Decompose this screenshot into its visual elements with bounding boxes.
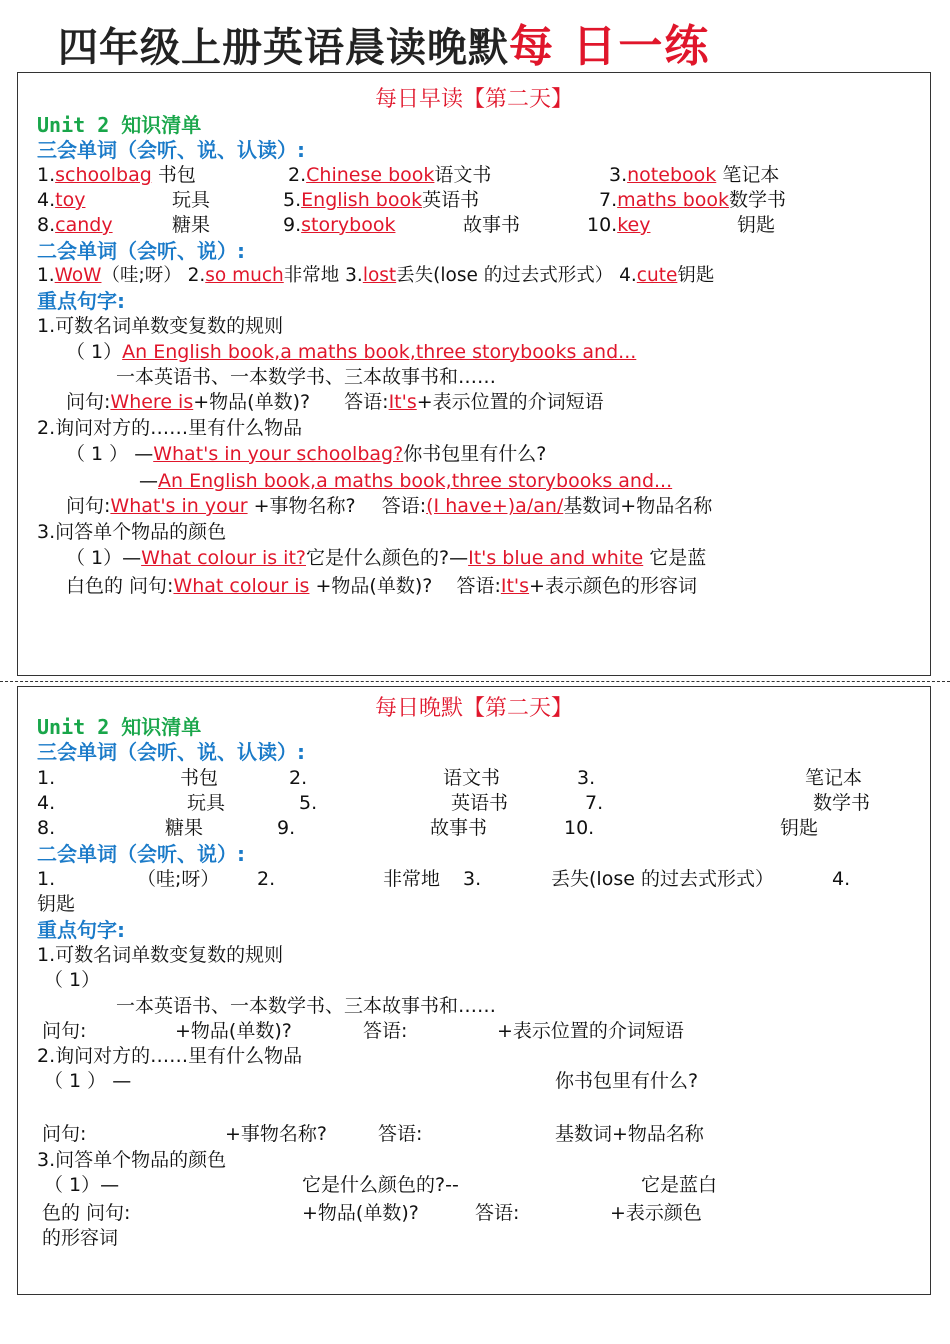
evening-rule1-prefix: （ 1） xyxy=(44,969,101,991)
question-label: 问句: xyxy=(66,391,111,413)
word-chinese: 糖果 xyxy=(172,214,211,236)
answer-chinese: 它是蓝白 xyxy=(641,1174,718,1196)
morning-unit-heading: Unit 2 知识清单 xyxy=(37,113,202,137)
word-number: 3. xyxy=(577,767,596,789)
answer-rest: +表示颜色的形容词 xyxy=(529,575,697,597)
evening-section-title: 每日晚默【第二天】 xyxy=(374,696,573,721)
word-chinese: 书包 xyxy=(157,164,196,186)
word-chinese: 糖果 xyxy=(165,817,204,839)
word-number: 10. xyxy=(587,214,618,236)
word-chinese: （哇;呀） xyxy=(137,868,220,890)
morning-rule2-answer xyxy=(139,469,672,493)
question-chinese: 它是什么颜色的?— xyxy=(306,547,469,569)
word-number: 2. xyxy=(257,868,276,890)
evening-rule3-prefix: （ 1）— xyxy=(44,1174,120,1196)
word-number: 5. xyxy=(299,792,318,814)
word-chinese: 钥匙 xyxy=(677,265,715,286)
word-number: 3. xyxy=(463,868,482,890)
question-english: What colour is xyxy=(173,575,310,597)
word-chinese: 钥匙 xyxy=(737,214,776,236)
word-chinese: 故事书 xyxy=(430,817,488,839)
answer-rest: +表示位置的介词短语 xyxy=(416,391,604,413)
word-number: 4. xyxy=(619,265,637,286)
evening-unit-heading: Unit 2 知识清单 xyxy=(37,715,202,739)
word-chinese: 丢失(lose 的过去式形式） xyxy=(551,868,774,890)
word-chinese: 笔记本 xyxy=(722,164,780,186)
word-chinese: 故事书 xyxy=(463,214,521,236)
answer-rest: 基数词+物品名称 xyxy=(563,495,713,517)
morning-rule1-title: 1.可数名词单数变复数的规则 xyxy=(37,315,284,337)
word-chinese: 英语书 xyxy=(422,189,480,211)
answer-label: 答语: xyxy=(381,495,427,517)
answer-label: 答语: xyxy=(378,1123,423,1145)
word-chinese: 语文书 xyxy=(443,767,501,789)
morning-word-row xyxy=(37,188,85,212)
question-label: 白色的 问句: xyxy=(66,575,174,597)
morning-rule2-example xyxy=(66,442,546,466)
answer-label: 答语: xyxy=(456,575,501,597)
evening-key-sentences-heading: 重点句字: xyxy=(37,918,125,942)
word-chinese: 钥匙 xyxy=(780,817,819,839)
morning-section-title: 每日早读【第二天】 xyxy=(374,87,573,112)
word-number: 4. xyxy=(37,792,56,814)
word-number: 1. xyxy=(37,868,56,890)
word-chinese: （哇;呀） xyxy=(101,265,182,286)
word-number: 8. xyxy=(37,214,56,236)
answer-english: (I have+)a/an/ xyxy=(426,495,564,517)
word-number: 5. xyxy=(283,189,302,211)
cut-divider xyxy=(0,681,950,682)
morning-word-row xyxy=(587,213,650,237)
word-number: 2. xyxy=(288,164,307,186)
question-english: Where is xyxy=(110,391,194,413)
word-chinese: 笔记本 xyxy=(805,767,863,789)
morning-rule1-example xyxy=(66,340,636,364)
answer-rest: +表示颜色 xyxy=(610,1202,702,1224)
example-prefix: （ 1）— xyxy=(66,547,142,569)
question-rest: +物品(单数)? xyxy=(315,575,433,597)
word-number: 10. xyxy=(564,817,595,839)
question-rest: +事物名称? xyxy=(225,1123,328,1145)
word-english: lost xyxy=(362,265,397,286)
answer-label: 答语: xyxy=(363,1020,408,1042)
morning-rule1-qa xyxy=(66,390,604,414)
example-prefix: （ 1） xyxy=(66,341,123,363)
evening-rule2-prefix: （ 1 ） — xyxy=(44,1070,132,1092)
morning-rule1-chinese: 一本英语书、一本数学书、三本故事书和…… xyxy=(116,366,497,388)
morning-word-row xyxy=(37,163,196,187)
question-label: 色的 问句: xyxy=(42,1202,131,1224)
question-rest: +物品(单数)? xyxy=(302,1202,419,1224)
morning-rule3-title: 3.问答单个物品的颜色 xyxy=(37,521,227,543)
word-number: 4. xyxy=(37,189,56,211)
title-accent: 每 日一练 xyxy=(509,21,711,72)
morning-rule3-example xyxy=(66,546,706,570)
word-english: key xyxy=(617,214,651,236)
word-number: 3. xyxy=(345,265,363,286)
example-prefix: （ 1 ） — xyxy=(66,443,154,465)
morning-two-skills-heading: 二会单词（会听、说）: xyxy=(37,239,245,263)
word-english: notebook xyxy=(627,164,717,186)
evening-rule3-title: 3.问答单个物品的颜色 xyxy=(37,1149,227,1171)
answer-rest: +表示位置的介词短语 xyxy=(497,1020,684,1042)
morning-word-row xyxy=(599,188,786,212)
morning-rule2-title: 2.询问对方的……里有什么物品 xyxy=(37,417,303,439)
question-english: What's in your xyxy=(110,495,248,517)
word-chinese: 数学书 xyxy=(813,792,871,814)
word-english: so much xyxy=(205,265,284,286)
question-english: What colour is it? xyxy=(141,547,306,569)
morning-word-row xyxy=(283,188,479,212)
word-english: maths book xyxy=(617,189,730,211)
question-rest: +物品(单数)? xyxy=(193,391,311,413)
word-number: 1. xyxy=(37,265,55,286)
word-chinese: 语文书 xyxy=(434,164,492,186)
word-chinese: 丢失(lose 的过去式形式） xyxy=(396,265,614,286)
word-english: Chinese book xyxy=(306,164,435,186)
word-chinese: 数学书 xyxy=(729,189,787,211)
morning-key-sentences-heading: 重点句字: xyxy=(37,289,125,313)
morning-word-row xyxy=(283,213,395,237)
word-english: schoolbag xyxy=(55,164,152,186)
word-chinese: 玩具 xyxy=(187,792,226,814)
word-english: storybook xyxy=(301,214,396,236)
word-english: cute xyxy=(636,265,678,286)
word-chinese: 非常地 xyxy=(283,265,340,286)
word-chinese: 英语书 xyxy=(451,792,509,814)
morning-rule3-qa xyxy=(66,574,697,598)
word-number: 9. xyxy=(283,214,302,236)
word-chinese: 书包 xyxy=(180,767,219,789)
word-number: 7. xyxy=(585,792,604,814)
question-rest: +物品(单数)? xyxy=(175,1020,292,1042)
title-main: 四年级上册英语晨读晚默 xyxy=(58,24,509,71)
evening-three-skills-heading: 三会单词（会听、说、认读）: xyxy=(37,740,305,764)
answer-label: 答语: xyxy=(344,391,389,413)
word-chinese: 玩具 xyxy=(172,189,211,211)
example-chinese: 你书包里有什么? xyxy=(403,443,547,465)
question-chinese: 它是什么颜色的?-- xyxy=(302,1174,459,1196)
morning-three-skills-heading: 三会单词（会听、说、认读）: xyxy=(37,138,305,162)
evening-rule1-title: 1.可数名词单数变复数的规则 xyxy=(37,944,284,966)
question-rest: +事物名称? xyxy=(253,495,356,517)
word-english: English book xyxy=(301,189,423,211)
example-english: An English book,a maths book,three storybooks and... xyxy=(122,341,637,363)
word-number: 3. xyxy=(609,164,628,186)
word-chinese: 钥匙 xyxy=(37,893,76,915)
morning-word-row xyxy=(609,163,779,187)
answer-english: It's xyxy=(500,575,530,597)
evening-rule2-chinese: 你书包里有什么? xyxy=(555,1070,699,1092)
word-number: 1. xyxy=(37,164,56,186)
word-english: toy xyxy=(55,189,86,211)
answer-english: It's blue and white xyxy=(468,547,644,569)
word-chinese: 非常地 xyxy=(383,868,441,890)
word-english: candy xyxy=(55,214,113,236)
answer-english: It's xyxy=(388,391,417,413)
word-number: 2. xyxy=(289,767,308,789)
word-english: WoW xyxy=(54,265,102,286)
morning-word-row xyxy=(288,163,491,187)
word-number: 8. xyxy=(37,817,56,839)
evening-rule3-tail: 的形容词 xyxy=(42,1227,119,1249)
answer-rest: 基数词+物品名称 xyxy=(555,1123,704,1145)
answer-english: An English book,a maths book,three storybooks and... xyxy=(158,470,673,492)
answer-prefix: — xyxy=(139,470,158,492)
question-label: 问句: xyxy=(42,1020,87,1042)
example-english: What's in your schoolbag? xyxy=(153,443,404,465)
evening-rule2-title: 2.询问对方的……里有什么物品 xyxy=(37,1045,303,1067)
morning-word-row xyxy=(37,213,113,237)
word-number: 9. xyxy=(277,817,296,839)
evening-rule1-chinese: 一本英语书、一本数学书、三本故事书和…… xyxy=(116,995,497,1017)
word-number: 1. xyxy=(37,767,56,789)
word-number: 7. xyxy=(599,189,618,211)
question-label: 问句: xyxy=(66,495,111,517)
word-number: 4. xyxy=(832,868,851,890)
morning-rule2-qa xyxy=(66,494,712,518)
answer-chinese: 它是蓝 xyxy=(649,547,707,569)
morning-two-skills-words xyxy=(37,264,714,288)
page-title xyxy=(58,10,710,74)
word-number: 2. xyxy=(187,265,206,286)
evening-two-skills-heading: 二会单词（会听、说）: xyxy=(37,842,245,866)
answer-label: 答语: xyxy=(475,1202,520,1224)
question-label: 问句: xyxy=(42,1123,87,1145)
